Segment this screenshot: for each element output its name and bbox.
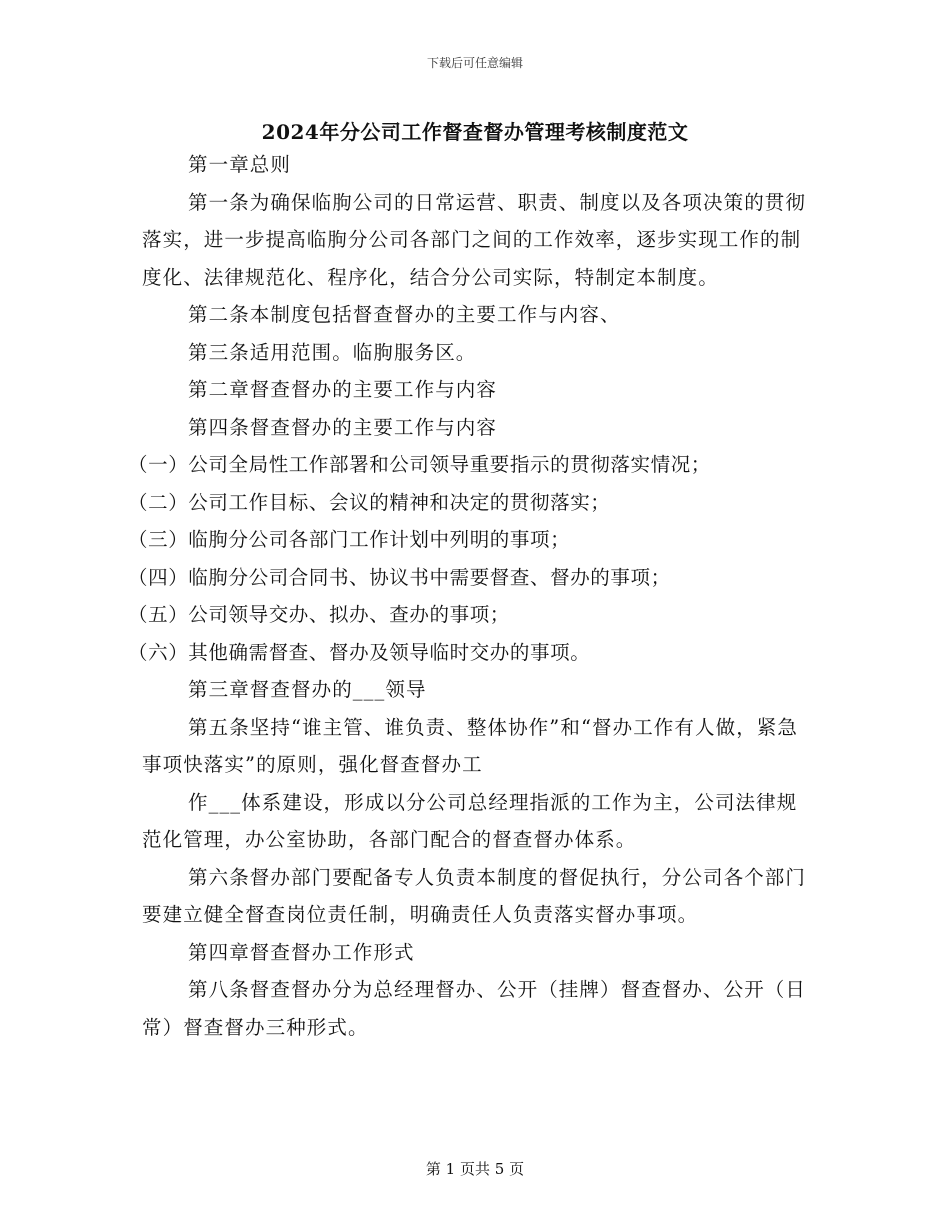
article-paragraph: 第八条督查督办分为总经理督办、公开（挂牌）督查督办、公开（日常）督查督办三种形式。 (142, 978, 807, 1039)
article-paragraph: 第六条督办部门要配备专人负责本制度的督促执行，分公司各个部门要建立健全督查岗位责任制，明确责任人负责落实督办事项。 (142, 865, 807, 926)
list-item: （一）公司全局性工作部署和公司领导重要指示的贯彻落实情况； (128, 453, 711, 476)
chapter-heading: 第一章总则 (188, 153, 292, 176)
list-item: （五）公司领导交办、拟办、查办的事项； (128, 603, 510, 626)
page-number-footer: 第 1 页共 5 页 (425, 1160, 525, 1178)
list-item: （二）公司工作目标、会议的精神和决定的贯彻落实； (128, 490, 611, 514)
article-paragraph: 第五条坚持“谁主管、谁负责、整体协作”和“督办工作有人做，紧急事项快落实”的原则，强化督查督办工 (142, 715, 799, 776)
article-paragraph: 第三条适用范围。临朐服务区。 (188, 340, 477, 364)
list-item: （四）临朐分公司合同书、协议书中需要督查、督办的事项； (128, 565, 671, 589)
page-header-note: 下载后可任意编辑 (426, 56, 523, 70)
article-paragraph: 作___体系建设，形成以分公司总经理指派的工作为主，公司法律规范化管理，办公室协助，各部门配合的督查督办体系。 (142, 790, 798, 851)
chapter-heading: 第三章督查督办的___领导 (188, 678, 427, 701)
list-item: （六）其他确需督查、督办及领导临时交办的事项。 (128, 640, 591, 664)
document-title: 2024年分公司工作督查督办管理考核制度范文 (261, 120, 689, 144)
article-paragraph: 第二条本制度包括督查督办的主要工作与内容、 (188, 303, 621, 326)
article-paragraph: 第一条为确保临朐公司的日常运营、职责、制度以及各项决策的贯彻落实，进一步提高临朐分公司各部门之间的工作效率，逐步实现工作的制度化、法律规范化、程序化，结合分公司实际，特制定本制度。 (142, 190, 807, 289)
chapter-heading: 第二章督查督办的主要工作与内容 (188, 378, 498, 401)
list-item: （三）临朐分公司各部门工作计划中列明的事项； (128, 528, 571, 551)
document-body (128, 146, 812, 1046)
article-paragraph: 第四条督查督办的主要工作与内容 (188, 415, 498, 439)
chapter-heading: 第四章督查督办工作形式 (188, 940, 415, 964)
